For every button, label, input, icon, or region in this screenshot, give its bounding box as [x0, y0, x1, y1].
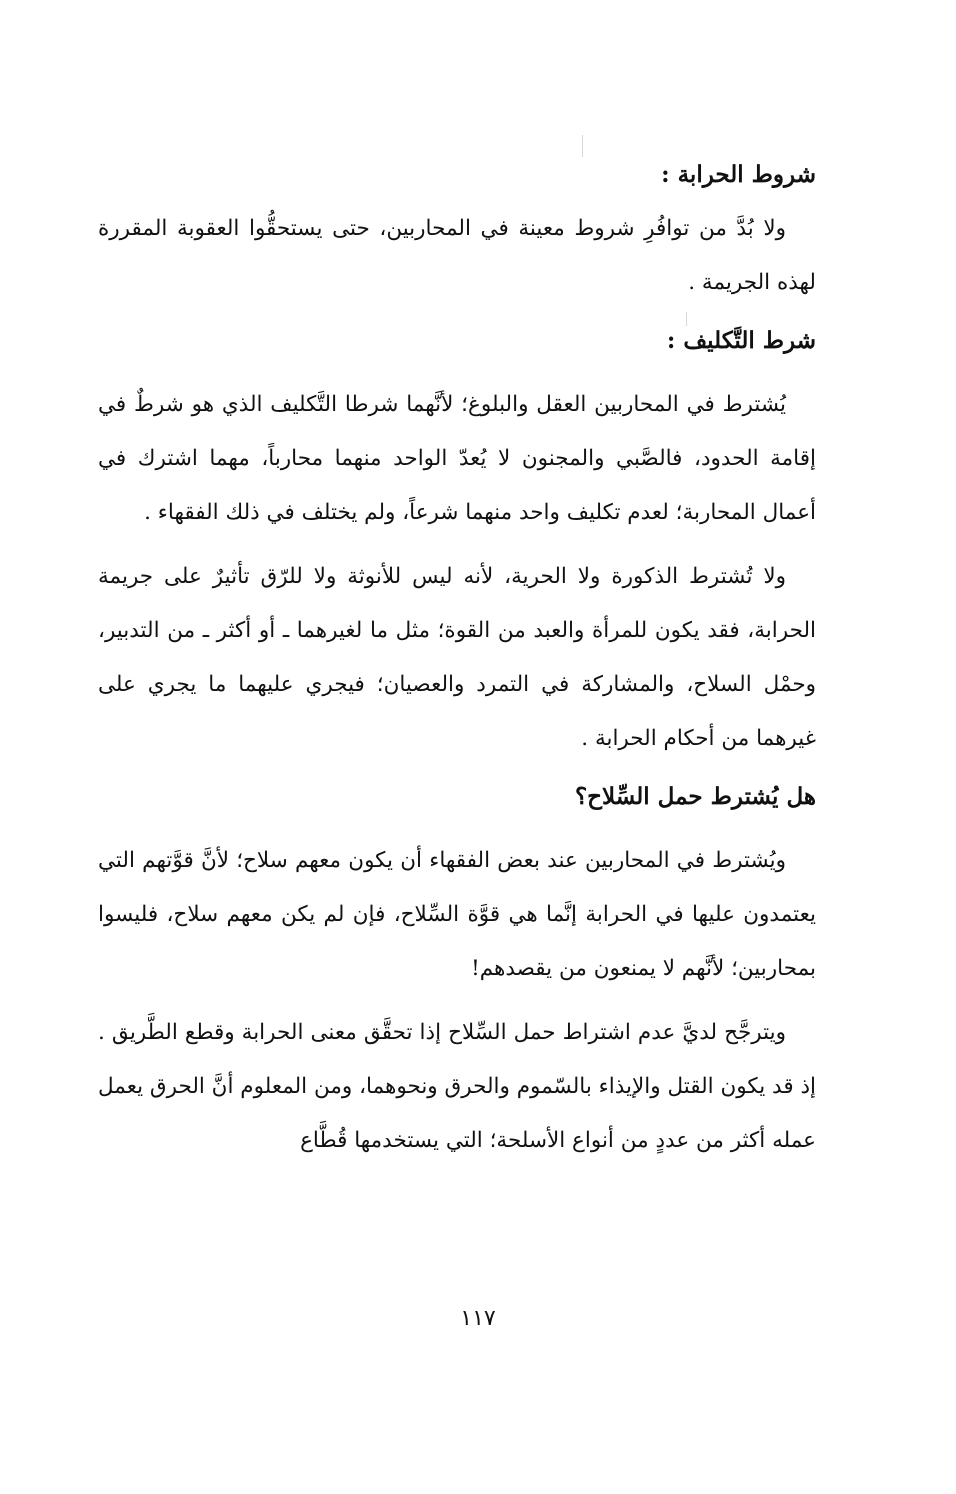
- heading-carrying-weapons: هل يُشترط حمل السِّلاح؟: [574, 783, 816, 810]
- page-body: [98, 148, 816, 1168]
- paragraph-author-preference: ويترجَّح لديَّ عدم اشتراط حمل السِّلاح إذا تحقَّق معنى الحرابة وقطع الطَّريق . إذ قد يكون القتل والإيذاء بالسّموم والحرق ونحوهما، ومن المعلوم أنَّ الحرق يعمل عمله أكثر من عددٍ من أنواع الأسلحة؛ التي يستخدمها قُطَّاع: [98, 1020, 816, 1153]
- page-number: ١١٧: [460, 1306, 496, 1331]
- paragraph-gender-and-freedom: ولا تُشترط الذكورة ولا الحرية، لأنه ليس للأنوثة ولا للرّق تأثيرٌ على جريمة الحرابة، فقد يكون للمرأة والعبد من القوة؛ مثل ما لغيرهما ـ أو أكثر ـ من التدبير، وحمْل السلاح، والمشاركة في التمرد والعصيان؛ فيجري عليهما ما يجري على غيرهما من أحكام الحرابة .: [98, 564, 816, 751]
- heading-conditions-of-hirabah: شروط الحرابة :: [661, 161, 816, 188]
- paragraph-conditions-intro: ولا بُدَّ من توافُرِ شروط معينة في المحاربين، حتى يستحقُّوا العقوبة المقررة لهذه الجريمة .: [98, 216, 816, 295]
- paragraph-weapon-requirement: ويُشترط في المحاربين عند بعض الفقهاء أن يكون معهم سلاح؛ لأنَّ قوَّتهم التي يعتمدون عليها في الحرابة إنَّما هي قوَّة السِّلاح، فإن لم يكن معهم سلاح، فليسوا بمحاربين؛ لأنَّهم لا يمنعون من يقصدهم!: [98, 848, 816, 981]
- paragraph-sanity-and-puberty: يُشترط في المحاربين العقل والبلوغ؛ لأنَّهما شرطا التَّكليف الذي هو شرطٌ في إقامة الحدود، فالصَّبي والمجنون لا يُعدّ الواحد منهما محارباً، مهما اشترك في أعمال المحاربة؛ لعدم تكليف واحد منهما شرعاً، ولم يختلف في ذلك الفقهاء .: [98, 392, 816, 525]
- heading-condition-of-taklif: شرط التَّكليف :: [666, 327, 816, 354]
